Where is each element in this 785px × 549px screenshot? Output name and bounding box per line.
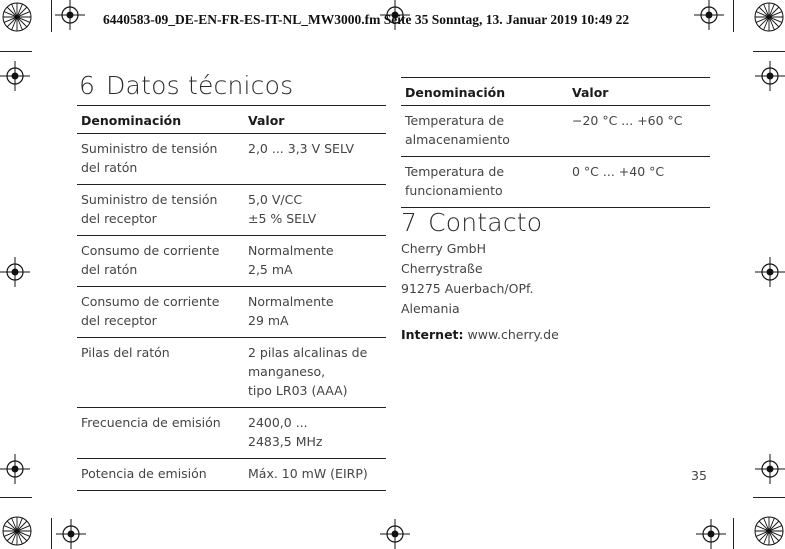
crop-line bbox=[0, 497, 32, 498]
registration-mark-icon bbox=[755, 257, 785, 287]
technical-data-table bbox=[77, 105, 386, 491]
section-title-text: Contacto bbox=[428, 208, 543, 237]
crop-line bbox=[753, 51, 785, 52]
crop-line bbox=[753, 497, 785, 498]
column-header-name: Denominación bbox=[401, 78, 568, 106]
table-header-row bbox=[77, 106, 386, 134]
registration-mark-icon bbox=[0, 61, 30, 91]
registration-mark-icon bbox=[694, 0, 724, 30]
row-value: 2 pilas alcalinas de manganeso, tipo LR03 (AAA) bbox=[244, 338, 386, 408]
column-header-value: Valor bbox=[244, 106, 386, 134]
crop-line bbox=[0, 51, 32, 52]
crop-line bbox=[51, 0, 52, 32]
row-name: Suministro de tensión del ratón bbox=[77, 134, 244, 185]
internet-line bbox=[401, 325, 559, 345]
table-row bbox=[401, 106, 710, 157]
row-name: Temperatura de funcionamiento bbox=[401, 157, 568, 208]
row-value: Normalmente 29 mA bbox=[244, 287, 386, 338]
starburst-icon bbox=[754, 516, 784, 546]
row-name: Pilas del ratón bbox=[77, 338, 244, 408]
section-7-title bbox=[401, 208, 542, 237]
row-value: Normalmente 2,5 mA bbox=[244, 236, 386, 287]
table-header-row bbox=[401, 78, 710, 106]
section-number: 7 bbox=[401, 208, 418, 237]
starburst-icon bbox=[2, 516, 32, 546]
registration-mark-icon bbox=[696, 519, 726, 549]
section-title-text: Datos técnicos bbox=[106, 71, 294, 100]
row-value: 0 °C ... +40 °C bbox=[568, 157, 710, 208]
row-value: 2400,0 ... 2483,5 MHz bbox=[244, 408, 386, 459]
file-info-header: 6440583-09_DE-EN-FR-ES-IT-NL_MW3000.fm Seite 35 Sonntag, 13. Januar 2019 10:49 22 bbox=[103, 12, 630, 27]
registration-mark-icon bbox=[380, 519, 410, 549]
table-row bbox=[77, 338, 386, 408]
table-row bbox=[77, 134, 386, 185]
country: Alemania bbox=[401, 301, 460, 316]
crop-line bbox=[733, 0, 734, 32]
table-row bbox=[77, 408, 386, 459]
row-value: 2,0 ... 3,3 V SELV bbox=[244, 134, 386, 185]
registration-mark-icon bbox=[0, 257, 30, 287]
row-value: −20 °C ... +60 °C bbox=[568, 106, 710, 157]
row-name: Frecuencia de emisión bbox=[77, 408, 244, 459]
column-header-value: Valor bbox=[568, 78, 710, 106]
street: Cherrystraße bbox=[401, 261, 483, 276]
table-row bbox=[77, 287, 386, 338]
row-name: Consumo de corriente del ratón bbox=[77, 236, 244, 287]
company-name: Cherry GmbH bbox=[401, 241, 486, 256]
crop-line bbox=[51, 518, 52, 549]
registration-mark-icon bbox=[755, 454, 785, 484]
row-name: Suministro de tensión del receptor bbox=[77, 185, 244, 236]
city: 91275 Auerbach/OPf. bbox=[401, 281, 534, 296]
page-number: 35 bbox=[691, 468, 707, 483]
row-value: 5,0 V/CC ±5 % SELV bbox=[244, 185, 386, 236]
internet-label: Internet: bbox=[401, 327, 464, 342]
crop-line bbox=[733, 518, 734, 549]
section-number: 6 bbox=[79, 71, 96, 100]
table-row bbox=[401, 157, 710, 208]
registration-mark-icon bbox=[55, 0, 85, 30]
row-value: Máx. 10 mW (EIRP) bbox=[244, 459, 386, 491]
row-name: Potencia de emisión bbox=[77, 459, 244, 491]
starburst-icon bbox=[2, 2, 32, 32]
table-row bbox=[77, 236, 386, 287]
starburst-icon bbox=[754, 2, 784, 32]
section-6-title bbox=[79, 71, 293, 100]
table-row bbox=[77, 185, 386, 236]
temperature-table bbox=[401, 77, 710, 208]
row-name: Temperatura de almacenamiento bbox=[401, 106, 568, 157]
registration-mark-icon bbox=[56, 519, 86, 549]
registration-mark-icon bbox=[0, 454, 30, 484]
registration-mark-icon bbox=[755, 61, 785, 91]
table-row bbox=[77, 459, 386, 491]
row-name: Consumo de corriente del receptor bbox=[77, 287, 244, 338]
contact-address bbox=[401, 239, 559, 345]
internet-link[interactable]: www.cherry.de bbox=[467, 327, 559, 342]
column-header-name: Denominación bbox=[77, 106, 244, 134]
